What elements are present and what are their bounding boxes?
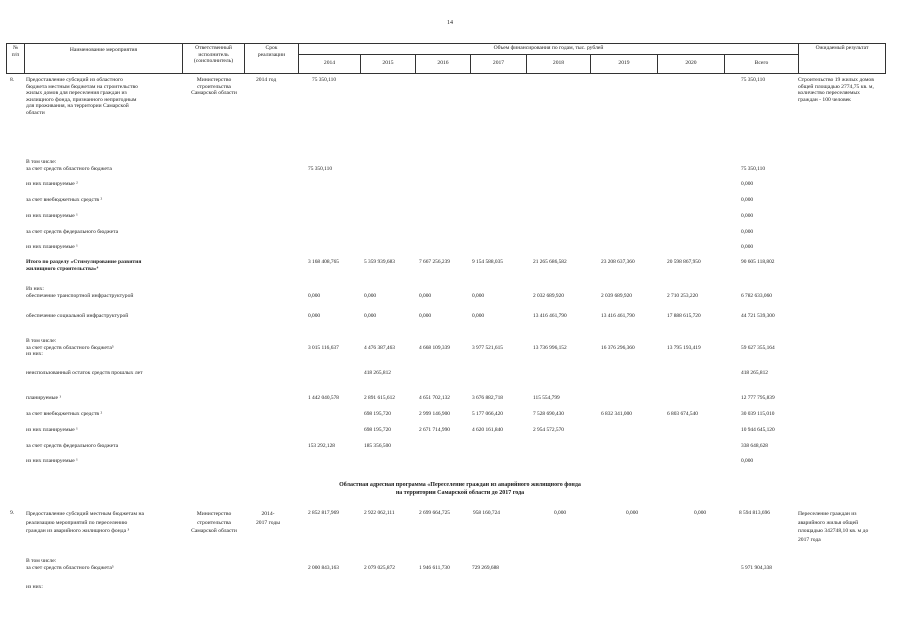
header-no: № п/п: [11, 45, 20, 58]
cell-total: 0,000: [741, 244, 754, 250]
cell-value: 3 015 116,637: [308, 344, 339, 351]
row-label: В том числе: за счет средств областного бюджета⁵ из них:: [26, 338, 114, 358]
cell-value: 4 668 109,339: [419, 344, 450, 351]
row-executor: Министерство строительства Самарской области: [191, 511, 237, 535]
cell-value: 0,000: [472, 292, 485, 299]
row-label: за счет средств федерального бюджета: [26, 229, 119, 235]
header-year: 2020: [685, 60, 697, 66]
total-2015: 5 359 939,683: [364, 259, 395, 265]
cell-total: 0,000: [741, 213, 754, 219]
row-label: из них планируемые ²: [26, 181, 78, 187]
value-2014: 75 350,110: [312, 77, 337, 83]
cell-value: 0,000: [364, 313, 377, 319]
cell-total: 5 971 904,338: [741, 564, 772, 571]
cell-value: 13 416 461,790: [533, 313, 567, 319]
row-executor: Министерство строительства Самарской области: [191, 77, 237, 97]
value-total: 8 594 813,696: [739, 510, 770, 516]
total-2017: 9 154 588,035: [472, 259, 503, 265]
row-term: 2014 год: [256, 77, 277, 83]
cell-value: 2 000 843,163: [308, 564, 339, 571]
total-all: 90 605 118,802: [741, 259, 775, 265]
header-name: Наименование мероприятия: [69, 47, 138, 53]
cell-value: 0,000: [308, 292, 321, 299]
header-year: 2014: [323, 60, 336, 66]
header-year: Всего: [754, 60, 769, 66]
cell-value: 4 476 387,463: [364, 344, 395, 351]
cell-value: 153 292,128: [308, 443, 335, 449]
total-2014: 3 168 408,765: [308, 259, 339, 265]
header-term: Срок реализации: [257, 45, 286, 58]
cell-total: 30 039 115,010: [741, 411, 775, 417]
cell-value: 2 891 615,612: [364, 395, 395, 401]
cell-value: 16 376 296,360: [601, 344, 635, 351]
value-2017: 958 160,724: [473, 510, 500, 516]
row-result: Переселение граждан из аварийного жилья общей площадью 342748,10 кв. м до 2017 года: [798, 511, 869, 543]
cell-total: 6 782 633,060: [741, 292, 772, 299]
cell-value: 698 195,720: [364, 411, 391, 417]
cell-total: 44 721 539,300: [741, 313, 775, 319]
row-name: Предоставление субсидий местным бюджетам на реализацию мероприятий по переселению граждан из аварийного жилищного фонда ³: [26, 511, 144, 535]
total-2016: 7 667 256,239: [419, 259, 450, 265]
value-2019: 0,000: [626, 510, 639, 516]
row-label: за счет внебюджетных средств ²: [26, 411, 103, 417]
cell-value: 2 032 689,920: [533, 292, 564, 299]
cell-value: 7 528 690,430: [533, 411, 564, 417]
row-label: из них планируемые ¹: [26, 213, 78, 219]
cell-value: 0,000: [419, 292, 432, 299]
cell-total: 12 777 795,839: [741, 395, 775, 401]
cell-value: 5 177 066,420: [472, 411, 503, 417]
row-label: неиспользованный остаток средств прошлых лет: [26, 370, 143, 376]
cell-total: 418 265,812: [741, 370, 768, 376]
total-2020: 20 598 867,950: [667, 259, 701, 265]
cell-value: 698 195,720: [364, 427, 391, 433]
cell-value: 0,000: [364, 292, 377, 299]
row-label: за счет средств федерального бюджета: [26, 443, 119, 449]
cell-value: 2 671 714,990: [419, 427, 450, 433]
cell-total: 0,000: [741, 181, 754, 187]
header-funding: Объем финансирования по годам, тыс. рублей: [493, 45, 604, 51]
header-result: Ожидаемый результат: [815, 45, 869, 51]
table-header: [6, 43, 886, 73]
row-label: планируемые ¹: [26, 395, 62, 401]
cell-total: 0,000: [741, 229, 754, 235]
cell-value: 6 803 674,540: [667, 411, 698, 417]
value-2015: 2 922 062,111: [364, 510, 395, 516]
value-2018: 0,000: [554, 510, 567, 516]
row-label: В том числе: за счет средств областного бюджета: [26, 159, 112, 172]
cell-value: 75 350,110: [308, 165, 333, 172]
row-label: Из них: обеспечение транспортной инфраструктурой: [26, 286, 134, 299]
cell-value: 185 356,500: [364, 443, 391, 449]
cell-value: 2 039 689,920: [601, 292, 632, 299]
value-2016: 2 699 664,725: [419, 510, 450, 516]
cell-value: 4 620 161,840: [472, 427, 503, 433]
row-number: 8.: [10, 77, 15, 83]
header-year: 2016: [437, 60, 449, 66]
value-total: 75 350,110: [741, 77, 766, 83]
total-label: Итого по разделу «Стимулирование развития жилищного строительства»⁴: [26, 259, 142, 272]
cell-value: 0,000: [308, 313, 321, 319]
header-executor: Ответственный исполнитель (соисполнитель): [193, 45, 234, 65]
value-2020: 0,000: [694, 510, 707, 516]
header-year: 2019: [618, 60, 630, 66]
value-2014: 2 852 817,969: [308, 510, 339, 516]
cell-value: 2 954 572,570: [533, 427, 564, 433]
cell-value: 3 676 882,718: [472, 395, 503, 401]
cell-value: 1 442 040,578: [308, 395, 339, 401]
row-label: из них планируемые ¹: [26, 427, 78, 433]
header-year: 2017: [492, 60, 505, 66]
row-label: из них:: [26, 584, 43, 590]
cell-total: 0,000: [741, 458, 754, 464]
row-label: за счет внебюджетных средств ²: [26, 197, 103, 203]
cell-value: 4 651 702,132: [419, 395, 450, 401]
total-2018: 21 265 686,582: [533, 259, 567, 265]
header-year: 2015: [382, 60, 394, 66]
cell-value: 729 269,688: [472, 564, 499, 571]
cell-value: 0,000: [472, 313, 485, 319]
section-title: Областная адресная программа «Переселение граждан из аварийного жилищного фонда на территории Самарской области до 2017 года: [339, 482, 581, 496]
cell-value: 17 888 615,720: [667, 313, 701, 319]
row-result: Строительство 19 жилых домов общей площадью 2774,75 кв. м, количество переселяемых граждан - 100 человек: [798, 77, 874, 103]
cell-value: 2 079 025,872: [364, 564, 395, 571]
row-name: Предоставление субсидий из областного бюджета местным бюджетам на строительство жилых домов для переселения граждан из жилищного фонда, признанного непригодным для проживания, на территории Самарской области: [26, 77, 138, 116]
cell-value: 2 710 253,220: [667, 292, 698, 299]
cell-total: 338 648,628: [741, 443, 768, 449]
cell-value: 13 795 193,419: [667, 344, 701, 351]
cell-value: 2 999 146,900: [419, 411, 450, 417]
row-label: из них планируемые ¹: [26, 458, 78, 464]
page-number: 14: [447, 20, 453, 26]
cell-total: 59 627 355,164: [741, 344, 775, 351]
cell-value: 1 946 611,730: [419, 564, 450, 571]
cell-value: 3 977 521,615: [472, 344, 503, 351]
total-row: [6, 259, 886, 273]
cell-value: 115 554,799: [533, 395, 560, 401]
row-term: 2014- 2017 годы: [256, 511, 280, 526]
row-number: 9.: [10, 510, 15, 516]
table-row-9: [6, 510, 886, 546]
cell-value: 13 736 996,152: [533, 344, 567, 351]
cell-total: 0,000: [741, 197, 754, 203]
row-label: из них планируемые ¹: [26, 244, 78, 250]
cell-total: 75 350,110: [741, 165, 766, 172]
row-label: обеспечение социальной инфраструктурой: [26, 313, 129, 319]
header-year: 2018: [552, 60, 565, 66]
cell-total: 10 944 645,120: [741, 427, 775, 433]
table-row-8: [6, 77, 886, 137]
cell-value: 418 265,812: [364, 370, 391, 376]
cell-value: 6 832 341,000: [601, 411, 632, 417]
row-label: В том числе: за счет средств областного бюджета⁵: [26, 558, 114, 571]
cell-value: 13 416 461,790: [601, 313, 635, 319]
total-2019: 23 208 637,360: [601, 259, 635, 265]
cell-value: 0,000: [419, 313, 432, 319]
